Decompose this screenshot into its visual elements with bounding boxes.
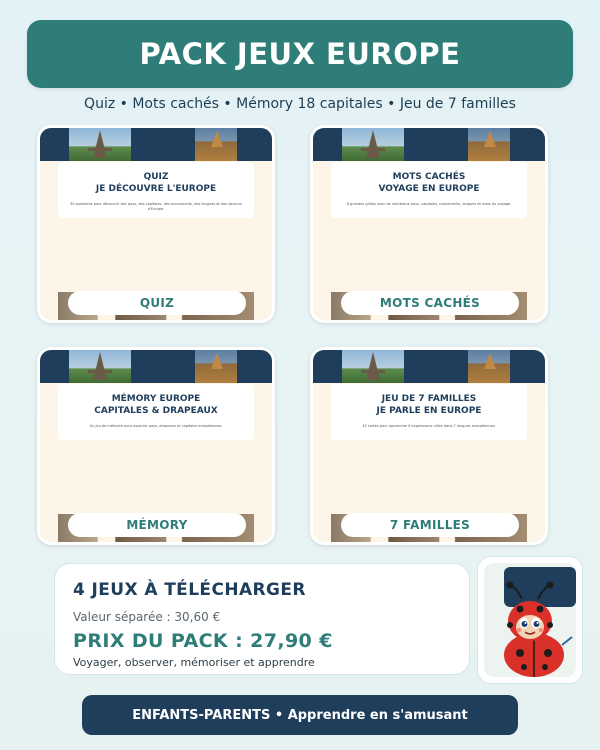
pack-price: PRIX DU PACK : 27,90 € (73, 630, 333, 652)
game-card-7-familles[interactable] (310, 347, 548, 545)
cover-title-line1: MOTS CACHÉS (392, 172, 466, 182)
cover-description: 30 questions pour découvrir des pays, des capitales, des monuments, des langues et des saveurs d'Europe. (70, 202, 242, 211)
cover-title-box (331, 384, 527, 440)
cathedral-photo (468, 350, 510, 383)
cover-description: 42 cartes pour apprendre 6 expressions utiles dans 7 langues européennes. (362, 424, 496, 428)
mascot-card (477, 556, 583, 684)
footer-banner: ENFANTS-PARENTS • Apprendre en s'amusant (82, 695, 518, 735)
cover-title-line2: CAPITALES & DRAPEAUX (94, 406, 218, 416)
header-banner (27, 20, 573, 88)
cathedral-photo (468, 128, 510, 161)
offer-title: 4 JEUX À TÉLÉCHARGER (73, 580, 306, 600)
cover-title-box (58, 384, 254, 440)
eiffel-tower-photo (342, 350, 404, 383)
page-subtitle: Quiz • Mots cachés • Mémory 18 capitales • Jeu de 7 familles (84, 96, 516, 112)
game-card-quiz[interactable] (37, 125, 275, 323)
cover-title-line1: JEU DE 7 FAMILLES (381, 394, 477, 404)
game-card-cover (313, 350, 545, 542)
game-label-quiz: QUIZ (68, 291, 246, 315)
game-card-cover (40, 350, 272, 542)
ladybug-mascot-icon (484, 563, 576, 677)
game-card-cover (40, 128, 272, 320)
cover-description: 6 grandes grilles avec de nombreux pays, capitales, monuments, langues et mots du voyage. (346, 202, 512, 206)
cathedral-photo (195, 128, 237, 161)
mascot-background (484, 563, 576, 677)
game-card-mots-caches[interactable] (310, 125, 548, 323)
cover-title-line2: VOYAGE EN EUROPE (378, 184, 480, 194)
cover-title-line1: MÉMORY EUROPE (111, 394, 201, 404)
cover-title-line2: JE PARLE EN EUROPE (376, 406, 482, 416)
game-label-7-familles: 7 FAMILLES (341, 513, 519, 537)
game-card-memory[interactable] (37, 347, 275, 545)
game-label-memory: MÉMORY (68, 513, 246, 537)
cover-description: Un jeu de mémoire pour associer pays, drapeaux et capitales européennes. (89, 424, 223, 428)
eiffel-tower-photo (69, 350, 131, 383)
cover-title-line1: QUIZ (143, 172, 169, 182)
game-card-cover (313, 128, 545, 320)
cathedral-photo (195, 350, 237, 383)
offer-panel (54, 563, 470, 675)
cover-title-line2: JE DÉCOUVRE L'EUROPE (95, 184, 217, 194)
eiffel-tower-photo (342, 128, 404, 161)
cover-title-box (331, 162, 527, 218)
offer-tagline: Voyager, observer, mémoriser et apprendre (73, 656, 315, 669)
cover-title-box (58, 162, 254, 218)
eiffel-tower-photo (69, 128, 131, 161)
game-label-mots-caches: MOTS CACHÉS (341, 291, 519, 315)
page-title: PACK JEUX EUROPE (139, 37, 461, 71)
separate-value: Valeur séparée : 30,60 € (73, 610, 221, 624)
